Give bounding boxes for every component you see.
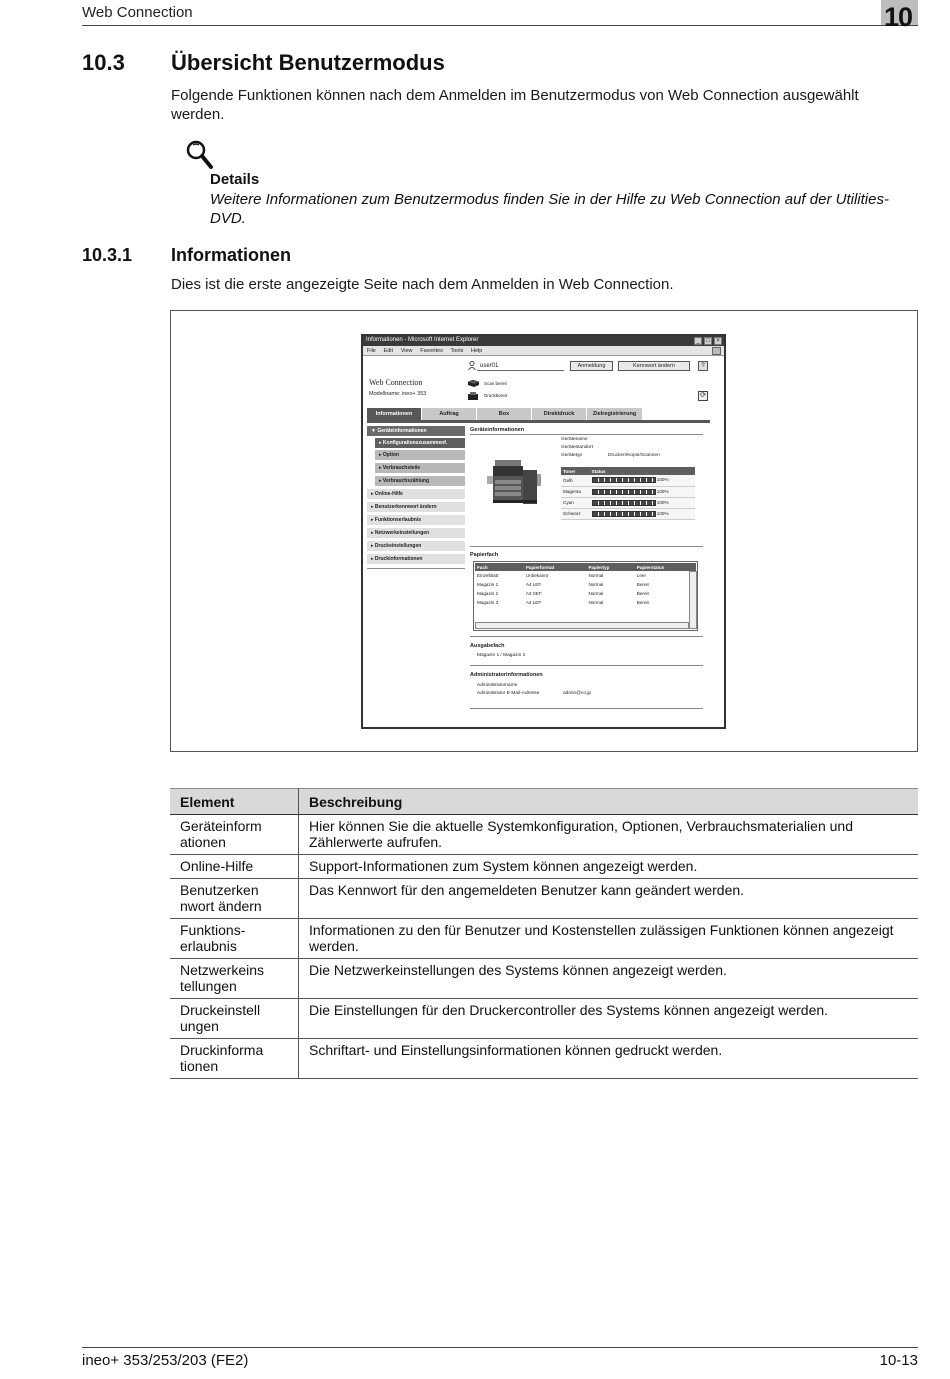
device-type-label: Gerätetyp (561, 453, 583, 458)
paper-top-rule (470, 546, 703, 547)
paper-cell: Magazin 2 (477, 591, 499, 596)
toner-level: 100% (656, 488, 669, 494)
toner-level-bar (592, 477, 656, 483)
description-cell: Die Einstellungen für den Druckercontroller des Systems können angezeigt werden. (299, 999, 919, 1039)
nav-sub-option[interactable]: ▸ Option (375, 450, 465, 461)
section-number: 10.3 (82, 50, 125, 75)
nav-item-label: Benutzerkennwort ändern (374, 504, 437, 510)
status-header: Status (590, 467, 696, 475)
nav-item-label: Online-Hilfe (374, 491, 403, 497)
tab-zielregistrierung[interactable]: Zielregistrierung (587, 408, 643, 420)
toner-level: 100% (656, 499, 669, 505)
tab-informationen[interactable]: Informationen (367, 408, 422, 420)
table-row (170, 879, 918, 919)
copier-machine-image (487, 454, 542, 514)
nav-geraeteinformationen[interactable]: ▼ Geräteinformationen (367, 426, 465, 437)
toner-row (561, 508, 695, 519)
paper-cell: Normal (588, 591, 604, 596)
change-password-button[interactable]: Kennwort ändern (618, 361, 690, 371)
toner-row (561, 497, 695, 508)
paper-cell: Magazin 3 (477, 600, 499, 605)
device-location-label: Gerätestandort (561, 445, 593, 450)
description-cell: Support-Informationen zum System können angezeigt werden. (299, 855, 919, 879)
toner-level-bar (592, 489, 656, 495)
admin-email-value: admin@co.jp (563, 691, 592, 696)
nav-sub-konfiguration[interactable]: ▸ Konfigurationszusammenf. (375, 438, 465, 449)
tab-direktdruck[interactable]: Direktdruck (532, 408, 587, 420)
description-cell: Schriftart- und Einstellungsinformationen können gedruckt werden. (299, 1039, 919, 1079)
page-number: 10-13 (879, 1352, 918, 1369)
description-cell: Hier können Sie die aktuelle Systemkonfiguration, Optionen, Verbrauchsmaterialien und Zählerwerte aufrufen. (299, 815, 919, 855)
paper-row (475, 589, 696, 598)
nav-funktionserlaubnis[interactable]: ▸ Funktionserlaubnis (367, 515, 465, 526)
table-row (170, 959, 918, 999)
nav-benutzerkennwort[interactable]: ▸ Benutzerkennwort ändern (367, 502, 465, 513)
paper-header-type: Papiertyp (586, 563, 634, 571)
details-title: Details (210, 171, 260, 188)
nav-netzwerkeinstellungen[interactable]: ▸ Netzwerkeinstellungen (367, 528, 465, 539)
paper-cell: Magazin 1 (477, 582, 499, 587)
paper-cell: A3 SEF (525, 591, 542, 596)
element-cell: Druckeinstell ungen (170, 999, 299, 1039)
horizontal-scrollbar[interactable] (475, 622, 689, 629)
element-cell: Geräteinform ationen (170, 815, 299, 855)
nav-online-hilfe[interactable]: ▸ Online-Hilfe (367, 489, 465, 500)
section-title: Übersicht Benutzermodus (171, 50, 445, 75)
paper-header-tray: Fach (475, 563, 524, 571)
paper-row (475, 598, 696, 607)
nav-bottom-rule (367, 568, 465, 569)
menu-favorites[interactable]: Favorites (420, 348, 443, 354)
model-name: Modellname: ineo+ 353 (369, 391, 427, 397)
paper-header-size: Papierformat (524, 563, 587, 571)
element-header: Element (170, 789, 299, 815)
nav-group-label: Geräteinformationen (377, 428, 427, 434)
menu-view[interactable]: View (400, 348, 413, 354)
table-row (170, 1039, 918, 1079)
table-row (170, 919, 918, 959)
element-cell: Online-Hilfe (170, 855, 299, 879)
paper-cell: Normal (588, 600, 604, 605)
vertical-scrollbar[interactable] (689, 571, 697, 629)
footer-model: ineo+ 353/253/203 (FE2) (82, 1352, 249, 1369)
paper-cell: Normal (588, 582, 604, 587)
admin-email-label: Administrator E-Mail-Adresse (477, 691, 540, 696)
paper-cell: Bereit (636, 591, 649, 596)
nav-item-label: Druckeinstellungen (374, 543, 422, 549)
device-info-rule (470, 434, 703, 435)
toner-header: Toner (561, 467, 590, 475)
element-description-table (170, 788, 918, 1079)
help-icon[interactable]: ? (698, 361, 708, 371)
refresh-icon[interactable]: ⟳ (698, 391, 708, 401)
tab-auftrag[interactable]: Auftrag (422, 408, 477, 420)
nav-druckinformationen[interactable]: ▸ Druckinformationen (367, 554, 465, 565)
paper-row (475, 571, 696, 580)
element-cell: Benutzerken nwort ändern (170, 879, 299, 919)
paper-cell: Einzelblatt (477, 573, 499, 578)
toner-table (561, 467, 695, 520)
nav-item-label: Druckinformationen (374, 556, 423, 562)
nav-sub-label: Konfigurationszusammenf. (382, 440, 448, 446)
paper-cell: Leer (636, 573, 646, 578)
login-button[interactable]: Anmeldung (570, 361, 613, 371)
nav-sub-label: Verbrauchsteile (382, 465, 421, 471)
paper-cell: Normal (588, 573, 604, 578)
description-cell: Die Netzwerkeinstellungen des Systems können angezeigt werden. (299, 959, 919, 999)
toner-level-bar (592, 511, 656, 517)
app-title: Web Connection (369, 378, 423, 387)
toner-level: 100% (656, 510, 669, 516)
output-tray-value: Magazin 1 / Magazin 2 (477, 653, 526, 658)
admin-bottom-rule (470, 708, 703, 709)
nav-item-label: Funktionserlaubnis (374, 517, 422, 523)
minimize-icon[interactable]: _ (694, 337, 702, 345)
menu-file[interactable]: File (367, 348, 376, 354)
device-type-value: Drucken/Kopie/Scannen (608, 453, 660, 458)
nav-sub-verbrauchsteile[interactable]: ▸ Verbrauchsteile (375, 463, 465, 474)
paper-row (475, 580, 696, 589)
subsection-number: 10.3.1 (82, 245, 133, 265)
menu-help[interactable]: Help (471, 348, 483, 354)
table-row (170, 999, 918, 1039)
menu-bar (363, 346, 724, 356)
nav-druckeinstellungen[interactable]: ▸ Druckeinstellungen (367, 541, 465, 552)
print-status: Druckbereit (484, 393, 508, 398)
device-info-title: Geräteinformationen (470, 427, 525, 433)
nav-sub-label: Verbrauchszählung (382, 478, 430, 484)
user-underline (477, 370, 564, 371)
paper-cell: Unbekannt (525, 573, 549, 578)
admin-name-label: Administratorname (477, 683, 518, 688)
paper-cell: A4 LEF (525, 600, 542, 605)
details-text: Weitere Informationen zum Benutzermodus finden Sie in der Hilfe zu Web Connection auf der Utilities-DVD. (210, 191, 889, 227)
paper-cell: Bereit (636, 600, 649, 605)
output-bottom-rule (470, 665, 703, 666)
paper-table (475, 563, 696, 607)
printer-icon (467, 392, 479, 401)
user-name: user01 (480, 363, 499, 369)
table-row (170, 855, 918, 879)
toner-name: Gelb (561, 475, 590, 486)
paper-cell: Bereit (636, 582, 649, 587)
nav-sub-verbrauchszaehlung[interactable]: ▸ Verbrauchszählung (375, 476, 465, 487)
description-cell: Das Kennwort für den angemeldeten Benutzer kann geändert werden. (299, 879, 919, 919)
description-header: Beschreibung (299, 789, 919, 815)
output-tray-title: Ausgabefach (470, 643, 505, 649)
header-rule (82, 25, 918, 26)
section-intro: Folgende Funktionen können nach dem Anmelden im Benutzermodus von Web Connection ausgewählt werden. (171, 87, 859, 123)
footer-rule (82, 1347, 918, 1348)
tab-underline (367, 420, 710, 423)
window-title: Informationen - Microsoft Internet Explorer (363, 336, 724, 346)
nav-sub-label: Option (382, 452, 400, 458)
close-icon[interactable]: × (714, 337, 722, 345)
menu-edit[interactable]: Edit (383, 348, 394, 354)
admin-info-title: Administratorinformationen (470, 672, 543, 678)
output-top-rule (470, 636, 703, 637)
subsection-intro: Dies ist die erste angezeigte Seite nach dem Anmelden in Web Connection. (171, 276, 674, 293)
running-header: Web Connection (82, 4, 193, 21)
menu-tools[interactable]: Tools (450, 348, 464, 354)
element-cell: Druckinforma tionen (170, 1039, 299, 1079)
magnifier-icon (185, 139, 215, 171)
element-cell: Funktions-erlaubnis (170, 919, 299, 959)
windows-flag-icon (712, 347, 721, 355)
paper-tray-title: Papierfach (470, 552, 499, 558)
tab-box[interactable]: Box (477, 408, 532, 420)
toner-name: Cyan (561, 497, 590, 508)
scan-status: Scan bereit (484, 381, 507, 386)
subsection-title: Informationen (171, 245, 291, 265)
scanner-icon (467, 379, 480, 387)
chapter-number: 10 (884, 2, 913, 32)
maximize-icon[interactable]: □ (704, 337, 712, 345)
device-name-label: Gerätename (561, 437, 588, 442)
user-icon (468, 361, 476, 370)
browser-screenshot (361, 334, 726, 729)
toner-level: 100% (656, 477, 669, 483)
element-cell: Netzwerkeins tellungen (170, 959, 299, 999)
toner-name: Schwarz (561, 508, 590, 519)
nav-item-label: Netzwerkeinstellungen (374, 530, 430, 536)
paper-header-status: Papierstatus (635, 563, 696, 571)
toner-row (561, 475, 695, 486)
description-cell: Informationen zu den für Benutzer und Kostenstellen zulässigen Funktionen können angezeigt werden. (299, 919, 919, 959)
table-row (170, 815, 918, 855)
paper-cell: A4 LEF (525, 582, 542, 587)
toner-row (561, 486, 695, 497)
toner-level-bar (592, 500, 656, 506)
toner-name: Magenta (561, 486, 590, 497)
